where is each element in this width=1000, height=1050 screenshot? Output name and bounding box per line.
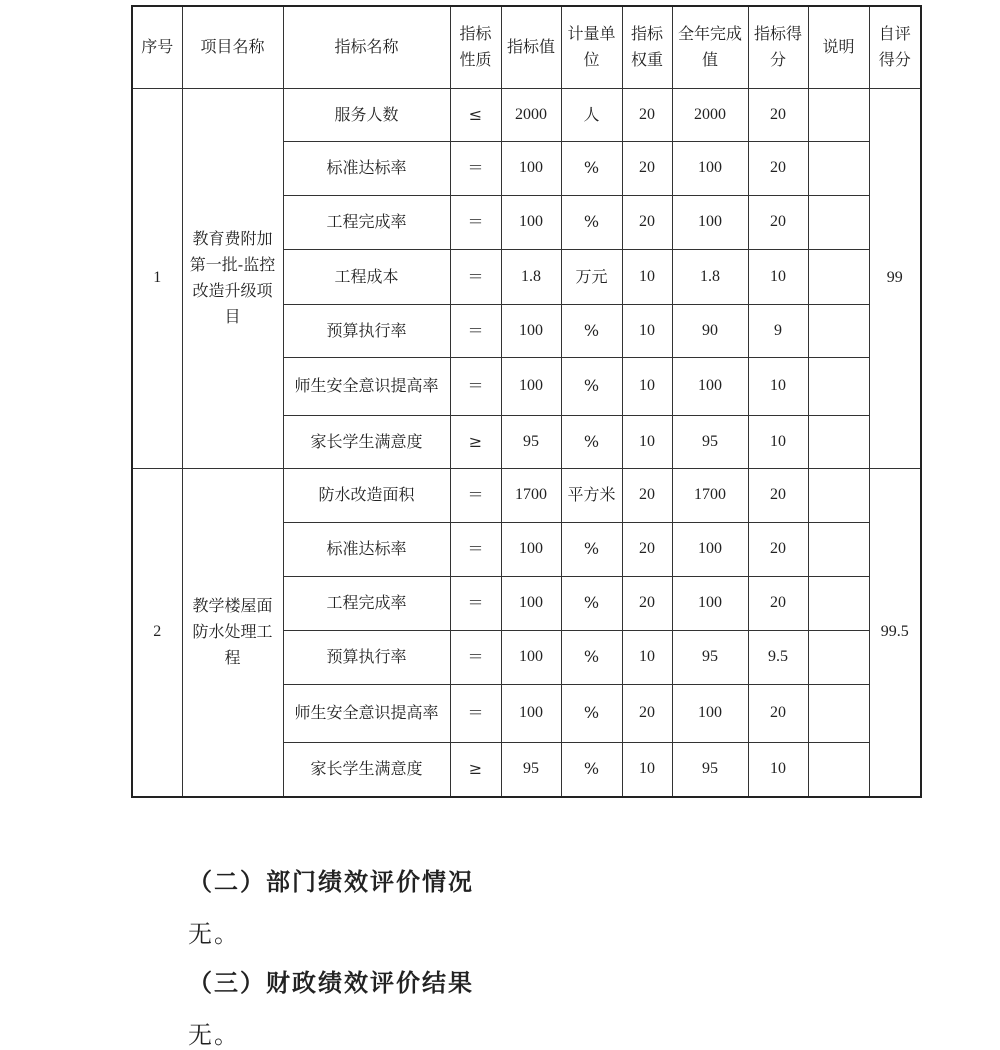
- cell-unit: %: [561, 684, 622, 742]
- project-name: 教学楼屋面防水处理工程: [182, 468, 283, 797]
- cell-nature: ≤: [450, 88, 501, 141]
- cell-value: 100: [501, 684, 561, 742]
- performance-table: [131, 5, 922, 798]
- cell-points: 20: [748, 195, 808, 249]
- cell-nature: ≥: [450, 742, 501, 797]
- cell-actual: 95: [672, 742, 748, 797]
- cell-actual: 2000: [672, 88, 748, 141]
- cell-actual: 95: [672, 630, 748, 684]
- cell-indicator: 家长学生满意度: [283, 415, 450, 468]
- section-heading: （三）财政绩效评价结果: [188, 968, 474, 997]
- cell-unit: %: [561, 141, 622, 195]
- cell-indicator: 家长学生满意度: [283, 742, 450, 797]
- table-body: [132, 88, 921, 797]
- cell-points: 20: [748, 522, 808, 576]
- table-row: [132, 468, 921, 522]
- cell-indicator: 服务人数: [283, 88, 450, 141]
- cell-note: [808, 195, 869, 249]
- cell-nature: ＝: [450, 304, 501, 357]
- cell-note: [808, 576, 869, 630]
- cell-points: 20: [748, 88, 808, 141]
- cell-value: 2000: [501, 88, 561, 141]
- cell-nature: ＝: [450, 249, 501, 304]
- cell-weight: 10: [622, 415, 672, 468]
- cell-indicator: 师生安全意识提高率: [283, 684, 450, 742]
- cell-weight: 10: [622, 304, 672, 357]
- cell-unit: %: [561, 415, 622, 468]
- cell-points: 20: [748, 141, 808, 195]
- project-name: 教育费附加第一批-监控改造升级项目: [182, 88, 283, 468]
- cell-unit: %: [561, 630, 622, 684]
- cell-note: [808, 522, 869, 576]
- cell-value: 100: [501, 630, 561, 684]
- cell-actual: 100: [672, 141, 748, 195]
- cell-indicator: 标准达标率: [283, 522, 450, 576]
- cell-actual: 100: [672, 522, 748, 576]
- cell-indicator: 师生安全意识提高率: [283, 357, 450, 415]
- cell-note: [808, 468, 869, 522]
- cell-actual: 100: [672, 576, 748, 630]
- cell-note: [808, 684, 869, 742]
- header-cell: 说明: [808, 6, 869, 88]
- cell-indicator: 预算执行率: [283, 630, 450, 684]
- project-number: 1: [132, 88, 182, 468]
- cell-points: 9.5: [748, 630, 808, 684]
- cell-unit: 平方米: [561, 468, 622, 522]
- header-cell: 指标性质: [450, 6, 501, 88]
- cell-unit: 万元: [561, 249, 622, 304]
- cell-points: 10: [748, 742, 808, 797]
- cell-indicator: 防水改造面积: [283, 468, 450, 522]
- cell-weight: 20: [622, 88, 672, 141]
- cell-actual: 100: [672, 195, 748, 249]
- cell-actual: 1.8: [672, 249, 748, 304]
- header-cell: 指标名称: [283, 6, 450, 88]
- cell-weight: 10: [622, 742, 672, 797]
- cell-note: [808, 141, 869, 195]
- cell-points: 20: [748, 468, 808, 522]
- cell-nature: ≥: [450, 415, 501, 468]
- cell-nature: ＝: [450, 141, 501, 195]
- header-cell: 序号: [132, 6, 182, 88]
- cell-weight: 10: [622, 249, 672, 304]
- cell-note: [808, 304, 869, 357]
- cell-nature: ＝: [450, 630, 501, 684]
- cell-nature: ＝: [450, 195, 501, 249]
- cell-indicator: 工程成本: [283, 249, 450, 304]
- header-cell: 指标得分: [748, 6, 808, 88]
- cell-points: 9: [748, 304, 808, 357]
- cell-actual: 1700: [672, 468, 748, 522]
- section-body: 无。: [188, 920, 240, 948]
- cell-value: 1.8: [501, 249, 561, 304]
- cell-weight: 20: [622, 576, 672, 630]
- cell-nature: ＝: [450, 522, 501, 576]
- header-cell: 计量单位: [561, 6, 622, 88]
- cell-points: 20: [748, 684, 808, 742]
- cell-actual: 95: [672, 415, 748, 468]
- cell-note: [808, 742, 869, 797]
- cell-weight: 20: [622, 195, 672, 249]
- cell-actual: 90: [672, 304, 748, 357]
- header-cell: 指标值: [501, 6, 561, 88]
- cell-note: [808, 357, 869, 415]
- header-cell: 自评得分: [869, 6, 921, 88]
- header-row: [132, 6, 921, 88]
- cell-actual: 100: [672, 357, 748, 415]
- cell-value: 100: [501, 576, 561, 630]
- header-cell: 项目名称: [182, 6, 283, 88]
- cell-points: 10: [748, 415, 808, 468]
- cell-weight: 20: [622, 141, 672, 195]
- cell-value: 100: [501, 195, 561, 249]
- cell-points: 10: [748, 249, 808, 304]
- cell-value: 1700: [501, 468, 561, 522]
- cell-value: 100: [501, 357, 561, 415]
- cell-nature: ＝: [450, 684, 501, 742]
- cell-value: 95: [501, 742, 561, 797]
- section-body: 无。: [188, 1021, 240, 1049]
- cell-points: 10: [748, 357, 808, 415]
- cell-note: [808, 249, 869, 304]
- header-cell: 指标权重: [622, 6, 672, 88]
- cell-weight: 20: [622, 684, 672, 742]
- self-evaluation-score: 99: [869, 88, 921, 468]
- cell-unit: %: [561, 742, 622, 797]
- cell-indicator: 标准达标率: [283, 141, 450, 195]
- cell-weight: 10: [622, 630, 672, 684]
- cell-value: 100: [501, 304, 561, 357]
- cell-nature: ＝: [450, 357, 501, 415]
- cell-note: [808, 630, 869, 684]
- cell-weight: 20: [622, 522, 672, 576]
- self-evaluation-score: 99.5: [869, 468, 921, 797]
- cell-indicator: 预算执行率: [283, 304, 450, 357]
- project-number: 2: [132, 468, 182, 797]
- cell-indicator: 工程完成率: [283, 195, 450, 249]
- cell-unit: %: [561, 357, 622, 415]
- cell-weight: 10: [622, 357, 672, 415]
- cell-note: [808, 88, 869, 141]
- cell-indicator: 工程完成率: [283, 576, 450, 630]
- cell-points: 20: [748, 576, 808, 630]
- table-row: [132, 88, 921, 141]
- cell-nature: ＝: [450, 468, 501, 522]
- cell-nature: ＝: [450, 576, 501, 630]
- cell-note: [808, 415, 869, 468]
- cell-weight: 20: [622, 468, 672, 522]
- cell-unit: %: [561, 304, 622, 357]
- section-heading: （二）部门绩效评价情况: [188, 867, 474, 896]
- cell-value: 100: [501, 522, 561, 576]
- cell-unit: %: [561, 522, 622, 576]
- header-cell: 全年完成值: [672, 6, 748, 88]
- cell-value: 95: [501, 415, 561, 468]
- cell-actual: 100: [672, 684, 748, 742]
- cell-value: 100: [501, 141, 561, 195]
- cell-unit: %: [561, 576, 622, 630]
- cell-unit: %: [561, 195, 622, 249]
- cell-unit: 人: [561, 88, 622, 141]
